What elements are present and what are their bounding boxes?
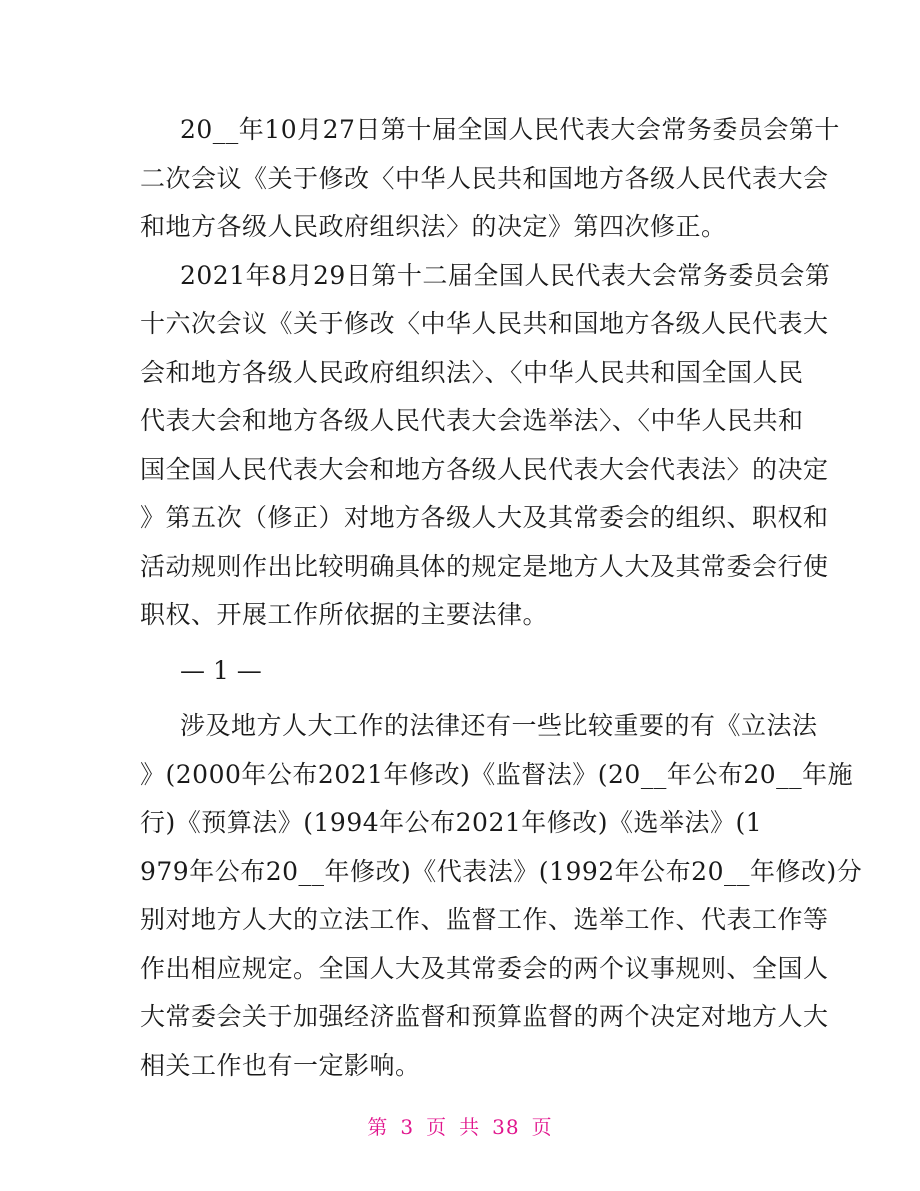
page-number-marker: — 1 —: [180, 655, 262, 685]
text-line: 会和地方各级人民政府组织法〉、〈中华人民共和国全国人民: [140, 357, 804, 387]
total-page-count: 38: [492, 1115, 520, 1139]
text-line: 国全国人民代表大会和地方各级人民代表大会代表法〉的决定: [140, 454, 829, 484]
footer-total-label: 共: [459, 1115, 481, 1139]
text-line: 涉及地方人大工作的法律还有一些比较重要的有《立法法: [180, 711, 818, 740]
text-line: 行)《预算法》(1994年公布2021年修改)《选举法》(1: [140, 808, 763, 837]
text-line: 作出相应规定。全国人大及其常委会的两个议事规则、全国人: [140, 953, 829, 983]
text-line: 2021年8月29日第十二届全国人民代表大会常务委员会第: [180, 260, 831, 290]
text-line: 》(2000年公布2021年修改)《监督法》(20__年公布20__年施: [140, 759, 854, 789]
text-line: 相关工作也有一定影响。: [140, 1050, 421, 1080]
footer-suffix: 页: [531, 1115, 553, 1139]
text-line: 大常委会关于加强经济监督和预算监督的两个决定对地方人大: [140, 1002, 829, 1031]
text-line: 二次会议《关于修改〈中华人民共和国地方各级人民代表大会: [140, 163, 829, 193]
text-line: 活动规则作出比较明确具体的规定是地方人大及其常委会行使: [140, 551, 829, 581]
text-line: 别对地方人大的立法工作、监督工作、选举工作、代表工作等: [140, 905, 829, 934]
text-line: 和地方各级人民政府组织法〉的决定》第四次修正。: [140, 212, 727, 241]
page-footer: [0, 1111, 920, 1140]
text-line: 职权、开展工作所依据的主要法律。: [140, 600, 549, 629]
text-line: 20__年10月27日第十届全国人民代表大会常务委员会第十: [180, 115, 840, 144]
text-line: 》第五次（修正）对地方各级人大及其常委会的组织、职权和: [140, 503, 829, 532]
footer-prefix: 第: [367, 1115, 389, 1139]
paragraph-3: [140, 702, 863, 1090]
paragraph-2: [140, 252, 831, 640]
text-line: 十六次会议《关于修改〈中华人民共和国地方各级人民代表大: [140, 309, 829, 338]
text-line: 979年公布20__年修改)《代表法》(1992年公布20__年修改)分: [140, 856, 863, 886]
text-line: 代表大会和地方各级人民代表大会选举法〉、〈中华人民共和: [140, 406, 804, 435]
current-page-number: 3: [400, 1115, 415, 1139]
footer-page-label: 页: [426, 1115, 448, 1139]
paragraph-1: [140, 106, 840, 252]
document-body: [140, 106, 863, 1090]
